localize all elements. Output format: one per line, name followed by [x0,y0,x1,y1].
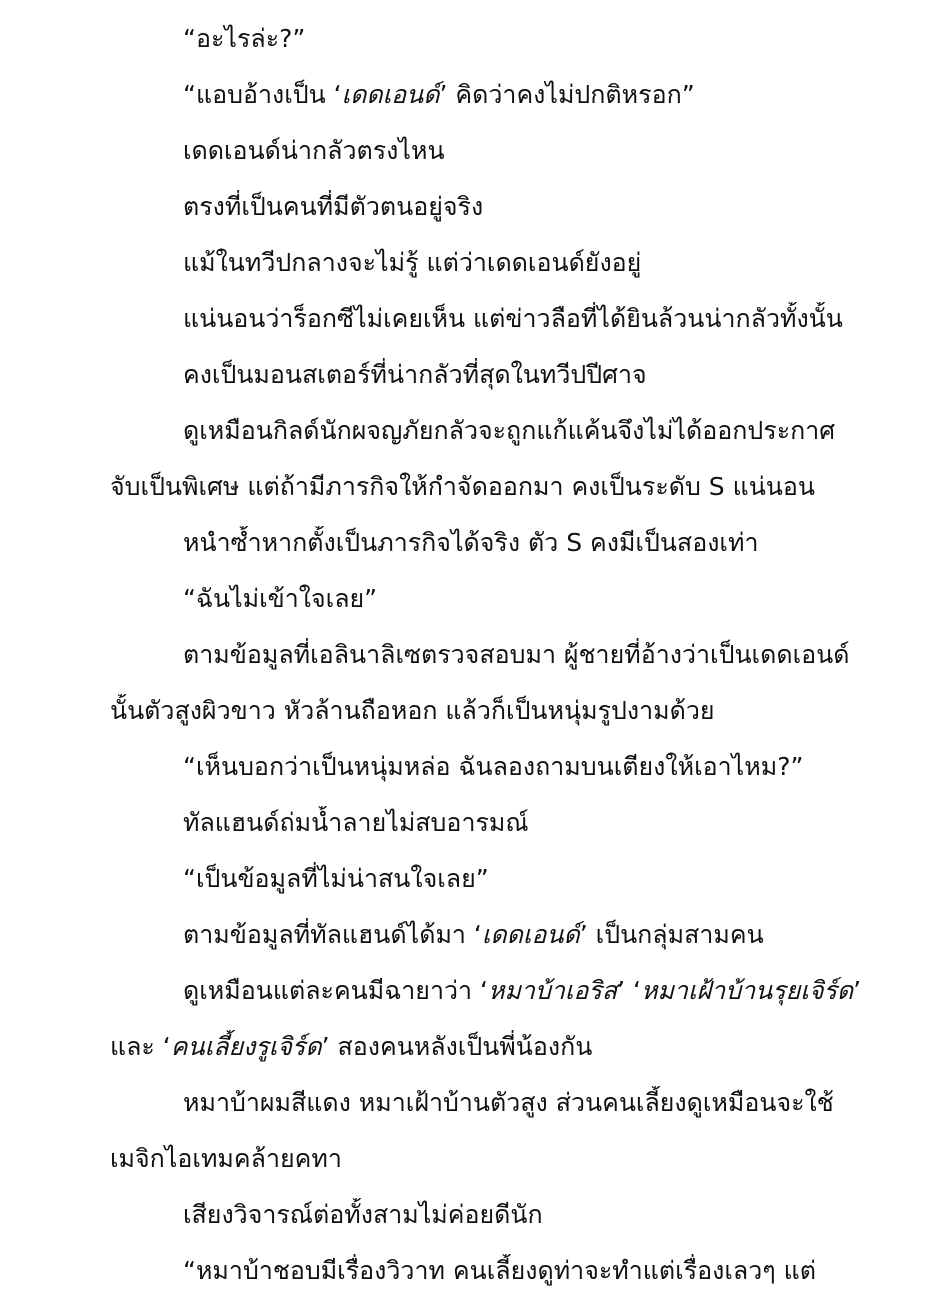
paragraph-line: ดูเหมือนแต่ละคนมีฉายาว่า ‘หมาบ้าเอริส’ ‘หมาเฝ้าบ้านรุยเจิร์ด’ [183,976,862,1005]
paragraph-line: และ ‘คนเลี้ยงรูเจิร์ด’ สองคนหลังเป็นพี่น้องกัน [110,1032,593,1061]
paragraph-line: หนำซ้ำหากตั้งเป็นภารกิจได้จริง ตัว S คงมีเป็นสองเท่า [183,528,759,557]
paragraph-line: หมาบ้าผมสีแดง หมาเฝ้าบ้านตัวสูง ส่วนคนเลี้ยงดูเหมือนจะใช้ [183,1088,834,1117]
paragraph-line: “แอบอ้างเป็น ‘เดดเอนด์’ คิดว่าคงไม่ปกติหรอก” [183,80,695,109]
paragraph-line: จับเป็นพิเศษ แต่ถ้ามีภารกิจให้กำจัดออกมา คงเป็นระดับ S แน่นอน [110,472,816,501]
paragraph-line: ดูเหมือนกิลด์นักผจญภัยกลัวจะถูกแก้แค้นจึงไม่ได้ออกประกาศ [183,416,836,445]
paragraph-line: คงเป็นมอนสเตอร์ที่น่ากลัวที่สุดในทวีปปีศาจ [183,360,647,389]
paragraph-line: ตรงที่เป็นคนที่มีตัวตนอยู่จริง [183,192,484,221]
paragraph-line: แน่นอนว่าร็อกซีไม่เคยเห็น แต่ข่าวลือที่ได้ยินล้วนน่ากลัวทั้งนั้น [183,304,843,333]
paragraph-line: “อะไรล่ะ?” [183,24,306,53]
paragraph-line: ทัลแฮนด์ถ่มน้ำลายไม่สบอารมณ์ [183,808,529,837]
paragraph-line: นั้นตัวสูงผิวขาว หัวล้านถือหอก แล้วก็เป็นหนุ่มรูปงามด้วย [110,696,715,725]
paragraph-line: “ฉันไม่เข้าใจเลย” [183,584,378,613]
paragraph-line: “เห็นบอกว่าเป็นหนุ่มหล่อ ฉันลองถามบนเตียงให้เอาไหม?” [183,752,804,781]
paragraph-line: แม้ในทวีปกลางจะไม่รู้ แต่ว่าเดดเอนด์ยังอยู่ [183,248,642,277]
paragraph-line: เมจิกไอเทมคล้ายคทา [110,1144,342,1173]
paragraph-line: เสียงวิจารณ์ต่อทั้งสามไม่ค่อยดีนัก [183,1200,543,1229]
paragraph-line: ตามข้อมูลที่ทัลแฮนด์ได้มา ‘เดดเอนด์’ เป็นกลุ่มสามคน [183,920,764,949]
paragraph-line: เดดเอนด์น่ากลัวตรงไหน [183,136,445,165]
paragraph-line: “หมาบ้าชอบมีเรื่องวิวาท คนเลี้ยงดูท่าจะทำแต่เรื่องเลวๆ แต่ [183,1256,816,1285]
paragraph-line: ตามข้อมูลที่เอลินาลิเซตรวจสอบมา ผู้ชายที่อ้างว่าเป็นเดดเอนด์ [183,640,850,669]
paragraph-line: “เป็นข้อมูลที่ไม่น่าสนใจเลย” [183,864,489,893]
